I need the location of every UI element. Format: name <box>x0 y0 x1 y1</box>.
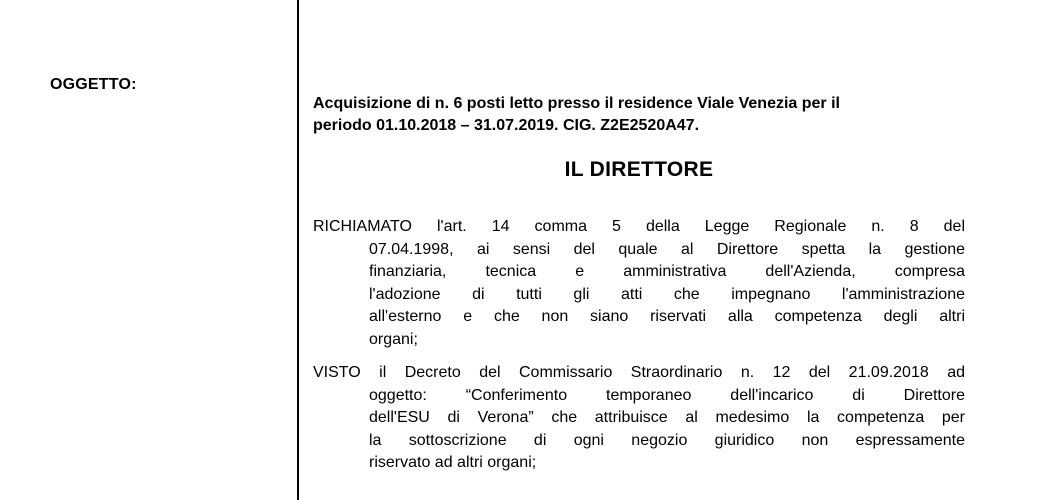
paragraph-line: organi; <box>369 330 418 348</box>
paragraph-line: riservato ad altri organi; <box>369 454 537 471</box>
subject-line: Acquisizione di n. 6 posti letto presso il residence Viale Venezia per il <box>313 95 840 112</box>
paragraph-line: dell'ESU di Verona” che attribuisce al medesimo la competenza per <box>369 409 965 426</box>
paragraph-line: la sottoscrizione di ogni negozio giuridico non espressamente <box>369 431 965 449</box>
paragraph-line: l'adozione di tutti gli atti che impegnano l'amministrazione <box>369 285 965 303</box>
paragraph-line: finanziaria, tecnica e amministrativa dell'Azienda, compresa <box>369 263 965 280</box>
paragraph-line: all'esterno e che non siano riservati alla competenza degli altri <box>369 308 965 325</box>
section-heading: IL DIRETTORE <box>564 158 714 181</box>
paragraph-line: VISTO il Decreto del Commissario Straordinario n. 12 del 21.09.2018 ad <box>313 364 965 381</box>
subject-line: periodo 01.10.2018 – 31.07.2019. CIG. Z2E2520A47. <box>313 117 700 134</box>
paragraph-line: RICHIAMATO l'art. 14 comma 5 della Legge Regionale n. 8 del <box>313 218 965 235</box>
paragraph-line: 07.04.1998, ai sensi del quale al Direttore spetta la gestione <box>369 240 965 258</box>
subject-label: OGGETTO: <box>50 76 137 93</box>
paragraph-line: oggetto: “Conferimento temporaneo dell'incarico di Direttore <box>369 386 965 404</box>
paragraph-richiamato <box>313 216 965 351</box>
paragraph-visto <box>313 362 965 475</box>
column-divider <box>297 0 299 500</box>
subject-text <box>313 93 973 137</box>
cut-off-text-line <box>313 490 965 500</box>
